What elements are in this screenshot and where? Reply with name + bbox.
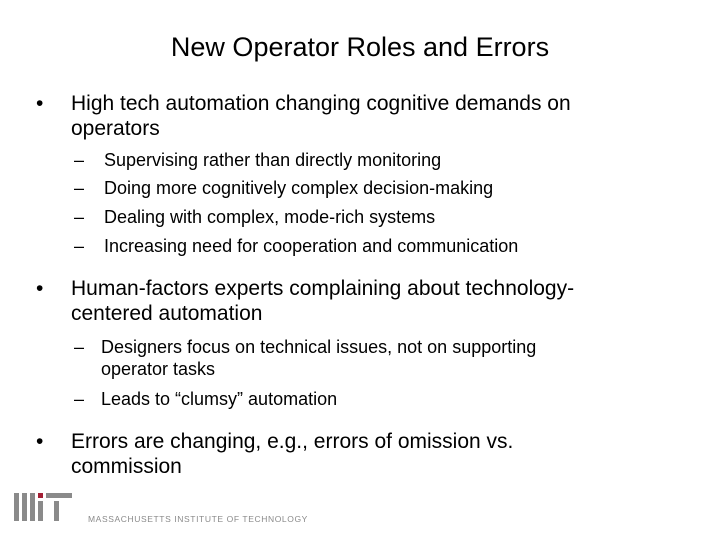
bullet-2	[36, 276, 676, 326]
sub-bullet-1-1	[74, 149, 654, 171]
sub-bullet-1-2	[74, 177, 654, 199]
sub-bullet-dash: –	[74, 207, 85, 227]
sub-bullet-dash: –	[74, 236, 85, 256]
bullet-1-line-2: operators	[71, 117, 160, 140]
sub-bullet-1-4	[74, 235, 654, 257]
sub-bullet-dash: –	[74, 178, 85, 198]
bullet-1-symbol: •	[36, 92, 44, 115]
sub-bullet-2-1	[74, 336, 654, 380]
mit-logo	[14, 493, 74, 521]
sub-bullet-line-2: operator tasks	[101, 359, 216, 379]
bullet-2-line-2: centered automation	[71, 302, 263, 325]
sub-bullet-text: Leads to “clumsy” automation	[101, 389, 338, 409]
bullet-1-line-1: High tech automation changing cognitive demands on	[71, 92, 571, 115]
sub-bullet-1-3	[74, 206, 654, 228]
sub-bullet-dash: –	[74, 337, 85, 357]
logo-wordmark: MASSACHUSETTS INSTITUTE OF TECHNOLOGY	[88, 514, 308, 524]
bullet-1	[36, 91, 676, 141]
sub-bullet-text: Supervising rather than directly monitoring	[104, 150, 442, 170]
bullet-3-symbol: •	[36, 430, 44, 453]
sub-bullet-line-1: Designers focus on technical issues, not on supporting	[101, 337, 537, 357]
bullet-2-line-1: Human-factors experts complaining about technology-	[71, 277, 575, 300]
bullet-2-symbol: •	[36, 277, 44, 300]
sub-bullet-dash: –	[74, 150, 85, 170]
sub-bullet-text: Doing more cognitively complex decision-making	[104, 178, 494, 198]
sub-bullet-2-2	[74, 388, 654, 410]
slide-title: New Operator Roles and Errors	[170, 32, 550, 62]
sub-bullet-text: Dealing with complex, mode-rich systems	[104, 207, 436, 227]
sub-bullet-dash: –	[74, 389, 85, 409]
sub-bullet-text: Increasing need for cooperation and communication	[104, 236, 519, 256]
bullet-3-line-2: commission	[71, 455, 182, 478]
bullet-3	[36, 429, 676, 479]
bullet-3-line-1: Errors are changing, e.g., errors of omission vs.	[71, 430, 514, 453]
